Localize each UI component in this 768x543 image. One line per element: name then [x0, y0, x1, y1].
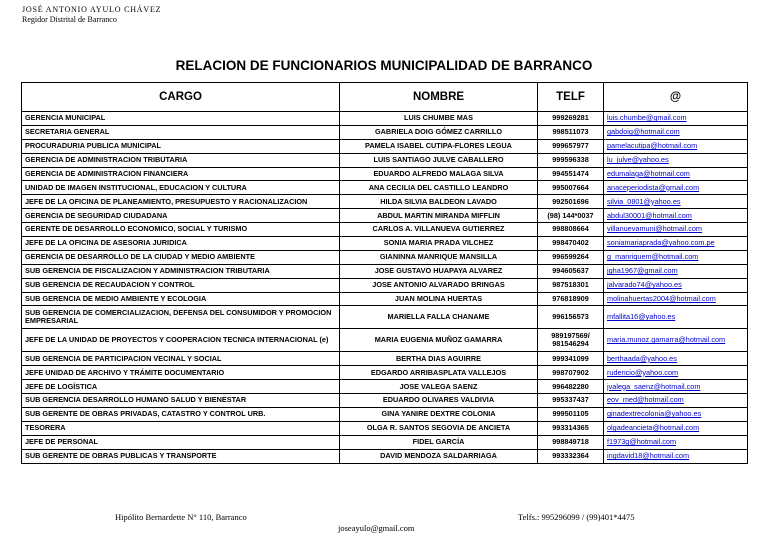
cargo-cell: JEFE DE LA UNIDAD DE PROYECTOS Y COOPERACION TECNICA INTERNACIONAL (e): [22, 329, 340, 352]
table-row: [22, 394, 748, 408]
cargo-cell: GERENCIA MUNICIPAL: [22, 112, 340, 126]
nombre-cell: GABRIELA DOIG GÓMEZ CARRILLO: [340, 125, 538, 139]
table-row: [22, 329, 748, 352]
table-row: [22, 237, 748, 251]
email-link[interactable]: gabdoig@hotmail.com: [604, 125, 748, 139]
cargo-cell: SUB GERENCIA DE MEDIO AMBIENTE Y ECOLOGIA: [22, 292, 340, 306]
nombre-cell: SONIA MARIA PRADA VILCHEZ: [340, 237, 538, 251]
nombre-cell: CARLOS A. VILLANUEVA GUTIERREZ: [340, 223, 538, 237]
nombre-cell: FIDEL GARCÍA: [340, 435, 538, 449]
cargo-cell: JEFE DE LA OFICINA DE PLANEAMIENTO, PRESUPUESTO Y RACIONALIZACION: [22, 195, 340, 209]
telf-cell: 994551474: [538, 167, 604, 181]
table-row: [22, 449, 748, 463]
table-row: [22, 352, 748, 366]
nombre-cell: LUIS SANTIAGO JULVE CABALLERO: [340, 153, 538, 167]
nombre-cell: EDUARDO ALFREDO MALAGA SILVA: [340, 167, 538, 181]
nombre-cell: JOSE VALEGA SAENZ: [340, 380, 538, 394]
email-link[interactable]: anaceperiodista@gmail.com: [604, 181, 748, 195]
footer-email: joseayulo@gmail.com: [338, 523, 415, 533]
telf-cell: 993332364: [538, 449, 604, 463]
footer-address: Hipólito Bernardette N° 110, Barranco: [115, 512, 247, 522]
email-link[interactable]: abdul30001@hotmail.com: [604, 209, 748, 223]
cargo-cell: SUB GERENCIA DE PARTICIPACION VECINAL Y SOCIAL: [22, 352, 340, 366]
table-row: [22, 366, 748, 380]
table-row: [22, 380, 748, 394]
table-row: [22, 292, 748, 306]
document-title: RELACION DE FUNCIONARIOS MUNICIPALIDAD DE BARRANCO: [175, 58, 593, 73]
nombre-cell: BERTHA DIAS AGUIRRE: [340, 352, 538, 366]
nombre-cell: JOSE ANTONIO ALVARADO BRINGAS: [340, 278, 538, 292]
cargo-cell: GERENCIA DE DESARROLLO DE LA CIUDAD Y MEDIO AMBIENTE: [22, 250, 340, 264]
nombre-cell: MARIELLA FALLA CHANAME: [340, 306, 538, 329]
footer-phones: Telfs.: 995296099 / (99)401*4475: [518, 512, 635, 522]
cargo-cell: JEFE DE LA OFICINA DE ASESORIA JURIDICA: [22, 237, 340, 251]
telf-cell: 999501105: [538, 408, 604, 422]
table-row: [22, 264, 748, 278]
table-row: [22, 421, 748, 435]
email-link[interactable]: g_manriquem@hotmail.com: [604, 250, 748, 264]
nombre-cell: EDUARDO OLIVARES VALDIVIA: [340, 394, 538, 408]
header-email: @: [604, 83, 748, 112]
telf-cell: 996599264: [538, 250, 604, 264]
nombre-cell: ANA CECILIA DEL CASTILLO LEANDRO: [340, 181, 538, 195]
email-link[interactable]: ginadextrecolonia@yahoo.es: [604, 408, 748, 422]
table-row: [22, 223, 748, 237]
table-body: [22, 112, 748, 464]
cargo-cell: GERENCIA DE SEGURIDAD CIUDADANA: [22, 209, 340, 223]
table-row: [22, 125, 748, 139]
email-link[interactable]: mfallita16@yahoo.es: [604, 306, 748, 329]
nombre-cell: GINA YANIRE DEXTRE COLONIA: [340, 408, 538, 422]
telf-cell: 998849718: [538, 435, 604, 449]
email-link[interactable]: jgha1967@gmail.com: [604, 264, 748, 278]
cargo-cell: SUB GERENCIA DESARROLLO HUMANO SALUD Y BIENESTAR: [22, 394, 340, 408]
header-telf: TELF: [538, 83, 604, 112]
cargo-cell: GERENCIA DE ADMINISTRACION FINANCIERA: [22, 167, 340, 181]
table-row: [22, 181, 748, 195]
email-link[interactable]: eov_med@hotmail.com: [604, 394, 748, 408]
table-row: [22, 306, 748, 329]
email-link[interactable]: f1973g@hotmail.com: [604, 435, 748, 449]
nombre-cell: LUIS CHUMBE MAS: [340, 112, 538, 126]
cargo-cell: SUB GERENCIA DE RECAUDACION Y CONTROL: [22, 278, 340, 292]
cargo-cell: SUB GERENCIA DE COMERCIALIZACION, DEFENSA DEL CONSUMIDOR Y PROMOCION EMPRESARIAL: [22, 306, 340, 329]
cargo-cell: PROCURADURIA PUBLICA MUNICIPAL: [22, 139, 340, 153]
email-link[interactable]: soniamariaprada@yahoo.com.pe: [604, 237, 748, 251]
email-link[interactable]: silvia_0801@yahoo.es: [604, 195, 748, 209]
telf-cell: 995007664: [538, 181, 604, 195]
email-link[interactable]: ingdavid18@hotmail.com: [604, 449, 748, 463]
telf-cell: 998511073: [538, 125, 604, 139]
telf-cell: 999596338: [538, 153, 604, 167]
nombre-cell: JOSE GUSTAVO HUAPAYA ALVAREZ: [340, 264, 538, 278]
email-link[interactable]: rudencio@yahoo.com: [604, 366, 748, 380]
cargo-cell: SUB GERENTE DE OBRAS PRIVADAS, CATASTRO Y CONTROL URB.: [22, 408, 340, 422]
cargo-cell: GERENTE DE DESARROLLO ECONOMICO, SOCIAL Y TURISMO: [22, 223, 340, 237]
telf-cell: 998707902: [538, 366, 604, 380]
table-row: [22, 435, 748, 449]
cargo-cell: UNIDAD DE IMAGEN INSTITUCIONAL, EDUCACION Y CULTURA: [22, 181, 340, 195]
nombre-cell: GIANINNA MANRIQUE MANSILLA: [340, 250, 538, 264]
email-link[interactable]: maria.munoz.gamarra@hotmail.com: [604, 329, 748, 352]
telf-cell: 998808664: [538, 223, 604, 237]
telf-cell: 992501696: [538, 195, 604, 209]
table-row: [22, 153, 748, 167]
header-cargo: CARGO: [22, 83, 340, 112]
table-row: [22, 250, 748, 264]
table-row: [22, 195, 748, 209]
telf-cell: 995337437: [538, 394, 604, 408]
cargo-cell: JEFE DE LOGÍSTICA: [22, 380, 340, 394]
table-header-row: [22, 83, 748, 112]
table-row: [22, 209, 748, 223]
telf-cell: 996156573: [538, 306, 604, 329]
officials-table: [21, 82, 748, 464]
letterhead-role: Regidor Distrital de Barranco: [22, 15, 117, 24]
letterhead-name: JOSÉ ANTONIO AYULO CHÁVEZ: [22, 5, 162, 14]
cargo-cell: JEFE DE PERSONAL: [22, 435, 340, 449]
email-link[interactable]: berthaada@yahoo.es: [604, 352, 748, 366]
table-row: [22, 139, 748, 153]
nombre-cell: MARIA EUGENIA MUÑOZ GAMARRA: [340, 329, 538, 352]
nombre-cell: JUAN MOLINA HUERTAS: [340, 292, 538, 306]
email-link[interactable]: olgadeancieta@hotmail.com: [604, 421, 748, 435]
nombre-cell: DAVID MENDOZA SALDARRIAGA: [340, 449, 538, 463]
table-row: [22, 278, 748, 292]
telf-cell: (98) 144*0037: [538, 209, 604, 223]
nombre-cell: HILDA SILVIA BALDEON LAVADO: [340, 195, 538, 209]
cargo-cell: GERENCIA DE ADMINISTRACION TRIBUTARIA: [22, 153, 340, 167]
cargo-cell: JEFE UNIDAD DE ARCHIVO Y TRÁMITE DOCUMENTARIO: [22, 366, 340, 380]
cargo-cell: TESORERA: [22, 421, 340, 435]
cargo-cell: SECRETARIA GENERAL: [22, 125, 340, 139]
letterhead: [22, 5, 161, 25]
email-link[interactable]: luis.chumbe@gmail.com: [604, 112, 748, 126]
header-nombre: NOMBRE: [340, 83, 538, 112]
telf-cell: 999341099: [538, 352, 604, 366]
cargo-cell: SUB GERENTE DE OBRAS PUBLICAS Y TRANSPORTE: [22, 449, 340, 463]
table-row: [22, 408, 748, 422]
telf-cell: 994605637: [538, 264, 604, 278]
table-row: [22, 112, 748, 126]
telf-cell: 987518301: [538, 278, 604, 292]
telf-cell: 998470402: [538, 237, 604, 251]
cargo-cell: SUB GERENCIA DE FISCALIZACION Y ADMINISTRACION TRIBUTARIA: [22, 264, 340, 278]
telf-cell: 993314365: [538, 421, 604, 435]
telf-cell: 996482280: [538, 380, 604, 394]
telf-cell: 989197569/ 981546294: [538, 329, 604, 352]
nombre-cell: OLGA R. SANTOS SEGOVIA DE ANCIETA: [340, 421, 538, 435]
telf-cell: 999269281: [538, 112, 604, 126]
email-link[interactable]: molinahuertas2004@hotmail.com: [604, 292, 748, 306]
table-row: [22, 167, 748, 181]
email-link[interactable]: lu_julve@yahoo.es: [604, 153, 748, 167]
nombre-cell: EDGARDO ARRIBASPLATA VALLEJOS: [340, 366, 538, 380]
email-link[interactable]: jvalega_saenz@hotmail.com: [604, 380, 748, 394]
email-link[interactable]: edumalaga@hotmail.com: [604, 167, 748, 181]
nombre-cell: PAMELA ISABEL CUTIPA-FLORES LEGUA: [340, 139, 538, 153]
telf-cell: 999657977: [538, 139, 604, 153]
email-link[interactable]: pamelacutipa@hotmail.com: [604, 139, 748, 153]
nombre-cell: ABDUL MARTIN MIRANDA MIFFLIN: [340, 209, 538, 223]
email-link[interactable]: jalvarado74@yahoo.es: [604, 278, 748, 292]
telf-cell: 976818909: [538, 292, 604, 306]
email-link[interactable]: villanuevamuni@hotmail.com: [604, 223, 748, 237]
